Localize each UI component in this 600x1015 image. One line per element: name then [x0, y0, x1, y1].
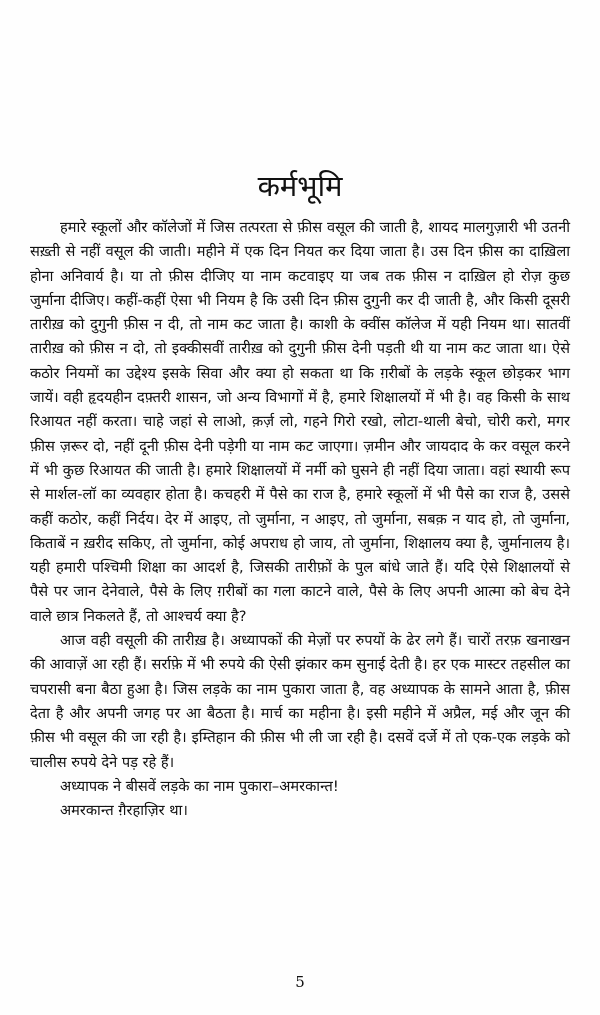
paragraph-2: आज वही वसूली की तारीख़ है। अध्यापकों की मेज़ों पर रुपयों के ढेर लगे हैं। चारों तरफ़ खनाखन की आवाज़ें आ रही हैं। सर्राफ़े में भी रुपये की ऐसी झंकार कम सुनाई देती है। हर एक मास्टर तहसील का चपरासी बना बैठा हुआ है। जिस लड़के का नाम पुकारा जाता है, वह अध्यापक के सामने आता है, फ़ीस देता है और अपनी जगह पर आ बैठता है। मार्च का महीना है। इसी महीने में अप्रैल, मई और जून की फ़ीस भी वसूल की जा रही है। इम्तिहान की फ़ीस भी ली जा रही है। दसवें दर्जे में तो एक-एक लड़के को चालीस रुपये देने पड़ रहे हैं। [30, 632, 570, 771]
chapter-body [30, 216, 570, 823]
paragraph-3: अध्यापक ने बीसवें लड़के का नाम पुकारा–अमरकान्त! [60, 777, 339, 795]
paragraph-1: हमारे स्कूलों और कॉलेजों में जिस तत्परता से फ़ीस वसूल की जाती है, शायद मालगुज़ारी भी उतनी सख़्ती से नहीं वसूल की जाती। महीने में एक दिन नियत कर दिया जाता है। उस दिन फ़ीस का दाख़िला होना अनिवार्य है। या तो फ़ीस दीजिए या नाम कटवाइए या जब तक फ़ीस न दाख़िल हो रोज़ कुछ जुर्माना दीजिए। कहीं-कहीं ऐसा भी नियम है कि उसी दिन फ़ीस दुगुनी कर दी जाती है, और किसी दूसरी तारीख़ को दुगुनी फ़ीस न दी, तो नाम कट जाता है। काशी के क्वींस कॉलेज में यही नियम था। सातवीं तारीख़ को फ़ीस न दो, तो इक्कीसवीं तारीख़ को दुगुनी फ़ीस देनी पड़ती थी या नाम कट जाता था। ऐसे कठोर नियमों का उद्देश्य इसके सिवा और क्या हो सकता था कि ग़रीबों के लड़के स्कूल छोड़कर भाग जायें। वही हृदयहीन दफ़्तरी शासन, जो अन्य विभागों में है, हमारे शिक्षालयों में भी है। वह किसी के साथ रिआयत नहीं करता। चाहे जहां से लाओ, क़र्ज़ लो, गहने गिरो रखो, लोटा-थाली बेचो, चोरी करो, मगर फ़ीस ज़रूर दो, नहीं दूनी फ़ीस देनी पड़ेगी या नाम कट जाएगा। ज़मीन और जायदाद के कर वसूल करने में भी कुछ रिआयत की जाती है। हमारे शिक्षालयों में नर्मी को घुसने ही नहीं दिया जाता। वहां स्थायी रूप से मार्शल-लॉ का व्यवहार होता है। कचहरी में पैसे का राज है, हमारे स्कूलों में भी पैसे का राज है, उससे कहीं कठोर, कहीं निर्दय। देर में आइए, तो जुर्माना, न आइए, तो जुर्माना, सबक़ न याद हो, तो जुर्माना, किताबें न ख़रीद सकिए, तो जुर्माना, कोई अपराध हो जाय, तो जुर्माना, शिक्षालय क्या है, जुर्मानालय है। यही हमारी पश्चिमी शिक्षा का आदर्श है, जिसकी तारीफ़ों के पुल बांधे जाते हैं। यदि ऐसे शिक्षालयों से पैसे पर जान देनेवाले, पैसे के लिए ग़रीबों का गला काटने वाले, पैसे के लिए अपनी आत्मा को बेच देने वाले छात्र निकलते हैं, तो आश्चर्य क्या है? [30, 219, 570, 625]
paragraph-4: अमरकान्त ग़ैरहाज़िर था। [60, 802, 188, 820]
chapter-title: कर्मभूमि [257, 169, 343, 203]
page-number: 5 [295, 973, 305, 991]
